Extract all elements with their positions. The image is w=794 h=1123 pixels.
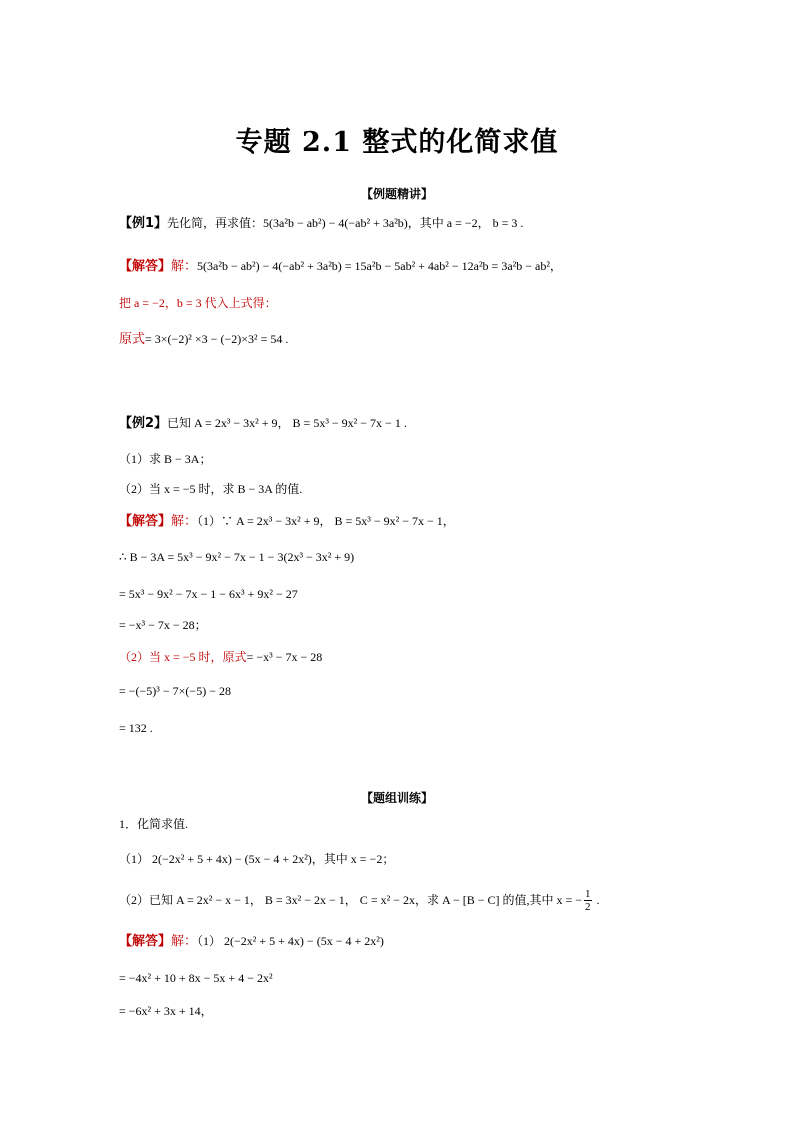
fraction-one-half <box>584 888 592 913</box>
example-1-result: = 3×(−2)² ×3 − (−2)×3² = 54 . <box>145 332 289 346</box>
example-2-part-2-label: （2）当 x = −5 时，原式 <box>119 650 247 664</box>
example-2-answer-line-3: = 5x³ − 9x² − 7x − 1 − 6x³ + 9x² − 27 <box>119 587 298 601</box>
example-2-answer-line-7: = 132 . <box>119 721 153 735</box>
example-1-answer-expression: 5(3a²b − ab²) − 4(−ab² + 3a²b) = 15a²b − 5ab² + 4ab² − 12a²b = 3a²b − ab²， <box>197 259 562 273</box>
example-1-label: 【例1】 <box>119 216 168 231</box>
fraction-numerator: 1 <box>585 888 591 900</box>
example-2-answer-line-6: = −(−5)³ − 7×(−5) − 28 <box>119 684 231 698</box>
answer-label: 【解答】 <box>119 259 172 274</box>
problem-1-question-2-end: . <box>593 893 600 907</box>
example-2-text: 已知 A = 2x³ − 3x² + 9， B = 5x³ − 9x² − 7x − 1 . <box>167 416 407 430</box>
example-2-answer-line-2: ∴ B − 3A = 5x³ − 9x² − 7x − 1 − 3(2x³ − 3x² + 9) <box>119 550 355 564</box>
answer-jie: 解： <box>171 259 198 274</box>
example-1-text: 先化简，再求值：5(3a²b − ab²) − 4(−ab² + 3a²b)，其中 a = −2， b = 3 . <box>167 216 524 230</box>
answer-label: 【解答】 <box>119 514 172 529</box>
problem-1-answer-line-2: = −4x² + 10 + 8x − 5x + 4 − 2x² <box>119 971 273 985</box>
example-2-answer-line-4: = −x³ − 7x − 28； <box>119 618 207 632</box>
section-heading-practice: 【题组训练】 <box>360 791 433 805</box>
original-expression-label: 原式 <box>119 332 146 347</box>
problem-1-question-1: （1） 2(−2x² + 5 + 4x) − (5x − 4 + 2x²)，其中 x = −2； <box>119 852 395 866</box>
problem-1-answer-line-1 <box>119 932 384 951</box>
example-1-answer-line-1 <box>119 257 562 276</box>
page-title: 专题 2.1 整式的化简求值 <box>235 127 559 158</box>
example-1 <box>119 214 523 233</box>
example-2-answer-line-1 <box>119 512 455 531</box>
answer-jie: 解： <box>171 514 198 529</box>
problem-1-question-2 <box>119 888 600 913</box>
example-2-label: 【例2】 <box>119 416 168 431</box>
fraction-denominator: 2 <box>585 901 591 913</box>
example-1-answer-line-2: 把 a = −2，b = 3 代入上式得： <box>119 296 277 310</box>
section-heading-examples: 【例题精讲】 <box>360 187 433 201</box>
problem-1-answer-expression: （1） 2(−2x² + 5 + 4x) − (5x − 4 + 2x²) <box>197 934 384 948</box>
problem-1-question-2-text: （2）已知 A = 2x² − x − 1， B = 3x² − 2x − 1， C = x² − 2x，求 A − [B − C] 的值,其中 x = − <box>119 893 583 907</box>
example-2-answer-given: （1）∵ A = 2x³ − 3x² + 9， B = 5x³ − 9x² − 7x − 1， <box>197 514 455 528</box>
problem-1-answer-line-3: = −6x² + 3x + 14， <box>119 1004 213 1018</box>
example-1-answer-line-3 <box>119 330 288 349</box>
example-2-question-1: （1）求 B − 3A； <box>119 452 212 466</box>
example-2-question-2: （2）当 x = −5 时，求 B − 3A 的值. <box>119 482 303 496</box>
example-2-part-2-expression: = −x³ − 7x − 28 <box>246 650 323 664</box>
problem-1-heading: 1．化简求值. <box>119 817 189 831</box>
answer-label: 【解答】 <box>119 934 172 949</box>
example-2 <box>119 414 407 433</box>
answer-jie: 解： <box>171 934 198 949</box>
example-2-answer-line-5 <box>119 648 322 667</box>
